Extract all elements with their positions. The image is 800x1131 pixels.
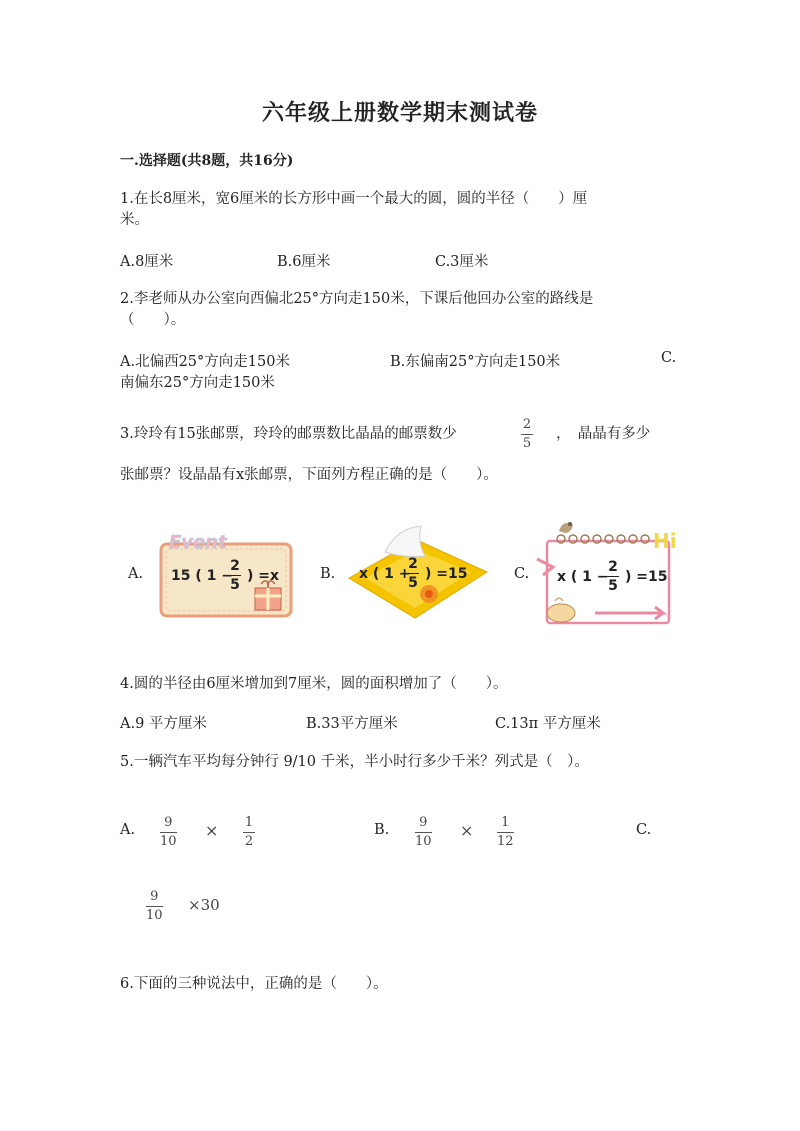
- q3-frac-num: 2: [522, 417, 532, 432]
- q1-option-c: C.3厘米: [435, 254, 489, 270]
- q5-b-op: ×: [460, 821, 474, 840]
- q2-text: [120, 289, 593, 331]
- q2-option-b: B.东偏南25°方向走150米: [390, 354, 561, 370]
- q1-line1: 1.在长8厘米，宽6厘米的长方形中画一个最大的圆，圆的半径（ ）厘: [120, 191, 588, 207]
- card-a-eq-left: 15 ( 1 −: [171, 568, 233, 584]
- q3-label-a: A.: [128, 566, 144, 582]
- q3-card-a: [155, 530, 295, 620]
- q5-b-frac1: [415, 815, 432, 850]
- q5-a-den2: 2: [244, 834, 254, 849]
- fraction-bar: [521, 434, 533, 435]
- q5-c-op: ×30: [188, 896, 220, 914]
- fraction-bar: [229, 575, 241, 576]
- card-b-eq-left: x ( 1 +: [359, 566, 411, 582]
- q5-a-frac1: [160, 815, 177, 850]
- q5-label-a: A.: [120, 822, 136, 838]
- q4-line1: 4.圆的半径由6厘米增加到7厘米，圆的面积增加了（ ）。: [120, 676, 508, 692]
- card-b-den: 5: [408, 575, 418, 591]
- q3-label-b: B.: [320, 566, 336, 582]
- q5-a-op: ×: [205, 821, 219, 840]
- section-heading: 一.选择题(共8题，共16分): [120, 153, 294, 169]
- fraction-bar: [607, 576, 619, 577]
- card-b-fraction: [407, 556, 419, 591]
- q1-option-b: B.6厘米: [277, 254, 331, 270]
- q3-line2: 张邮票？设晶晶有x张邮票，下面列方程正确的是（ ）。: [120, 467, 498, 483]
- q3-fraction: [521, 417, 533, 452]
- card-c-fraction: [607, 559, 619, 594]
- q5-b-den1: 10: [415, 834, 432, 849]
- card-a-eq-right: ) =x: [247, 568, 280, 584]
- card-b-num: 2: [408, 556, 418, 572]
- card-c-deco: Hi: [653, 529, 677, 553]
- q5-label-b: B.: [374, 822, 390, 838]
- card-c-eq-left: x ( 1 −: [557, 569, 609, 585]
- card-a-num: 2: [230, 558, 240, 574]
- q5-c-den: 10: [146, 908, 163, 923]
- fraction-bar: [160, 832, 177, 833]
- q3-label-c: C.: [514, 566, 530, 582]
- q5-c-num: 9: [150, 889, 159, 904]
- q4-option-a: A.9 平方厘米: [120, 716, 207, 732]
- q5-c-frac: [146, 889, 163, 924]
- q2-line2: （ ）。: [120, 312, 186, 328]
- q3-card-c: [535, 515, 690, 630]
- q6-line1: 6.下面的三种说法中，正确的是（ ）。: [120, 976, 388, 992]
- q5-a-num2: 1: [244, 815, 254, 830]
- card-c-eq-right: ) =15: [625, 569, 668, 585]
- q3-card-b: [345, 522, 490, 622]
- q2-option-a: A.北偏西25°方向走150米: [120, 354, 290, 370]
- page-title: 六年级上册数学期末测试卷: [261, 100, 538, 126]
- q5-b-num1: 9: [419, 815, 428, 830]
- q5-a-den1: 10: [160, 834, 177, 849]
- q4-option-b: B.33平方厘米: [306, 716, 398, 732]
- card-c-den: 5: [608, 578, 618, 594]
- card-a-den: 5: [230, 577, 240, 593]
- q3-line1b: ， 晶晶有多少: [556, 426, 651, 442]
- q5-a-frac2: [243, 815, 255, 850]
- fraction-bar: [243, 832, 255, 833]
- q5-b-num2: 1: [501, 815, 510, 830]
- fraction-bar: [146, 906, 163, 907]
- card-b-eq-right: ) =15: [425, 566, 468, 582]
- q1-text: [120, 189, 587, 231]
- fraction-bar: [415, 832, 432, 833]
- q4-option-c: C.13π 平方厘米: [495, 716, 601, 732]
- card-c-num: 2: [608, 559, 618, 575]
- q2-line1: 2.李老师从办公室向西偏北25°方向走150米，下课后他回办公室的路线是: [120, 291, 594, 307]
- q5-a-num1: 9: [164, 815, 173, 830]
- q1-option-a: A.8厘米: [120, 254, 174, 270]
- q5-line1: 5.一辆汽车平均每分钟行 9/10 千米，半小时行多少千米？列式是（ ）。: [120, 754, 589, 770]
- fraction-bar: [407, 573, 419, 574]
- card-a-deco: Event: [169, 532, 227, 553]
- q5-label-c: C.: [636, 822, 652, 838]
- q3-line1a: 3.玲玲有15张邮票，玲玲的邮票数比晶晶的邮票数少: [120, 426, 457, 442]
- q2-option-c: C.: [661, 350, 677, 366]
- q5-b-den2: 12: [497, 834, 514, 849]
- card-a-fraction: [229, 558, 241, 593]
- fraction-bar: [497, 832, 514, 833]
- q2-option-c-text: 南偏东25°方向走150米: [120, 375, 275, 391]
- q5-b-frac2: [497, 815, 514, 850]
- q1-line2: 米。: [120, 212, 149, 228]
- q3-frac-den: 5: [522, 436, 532, 451]
